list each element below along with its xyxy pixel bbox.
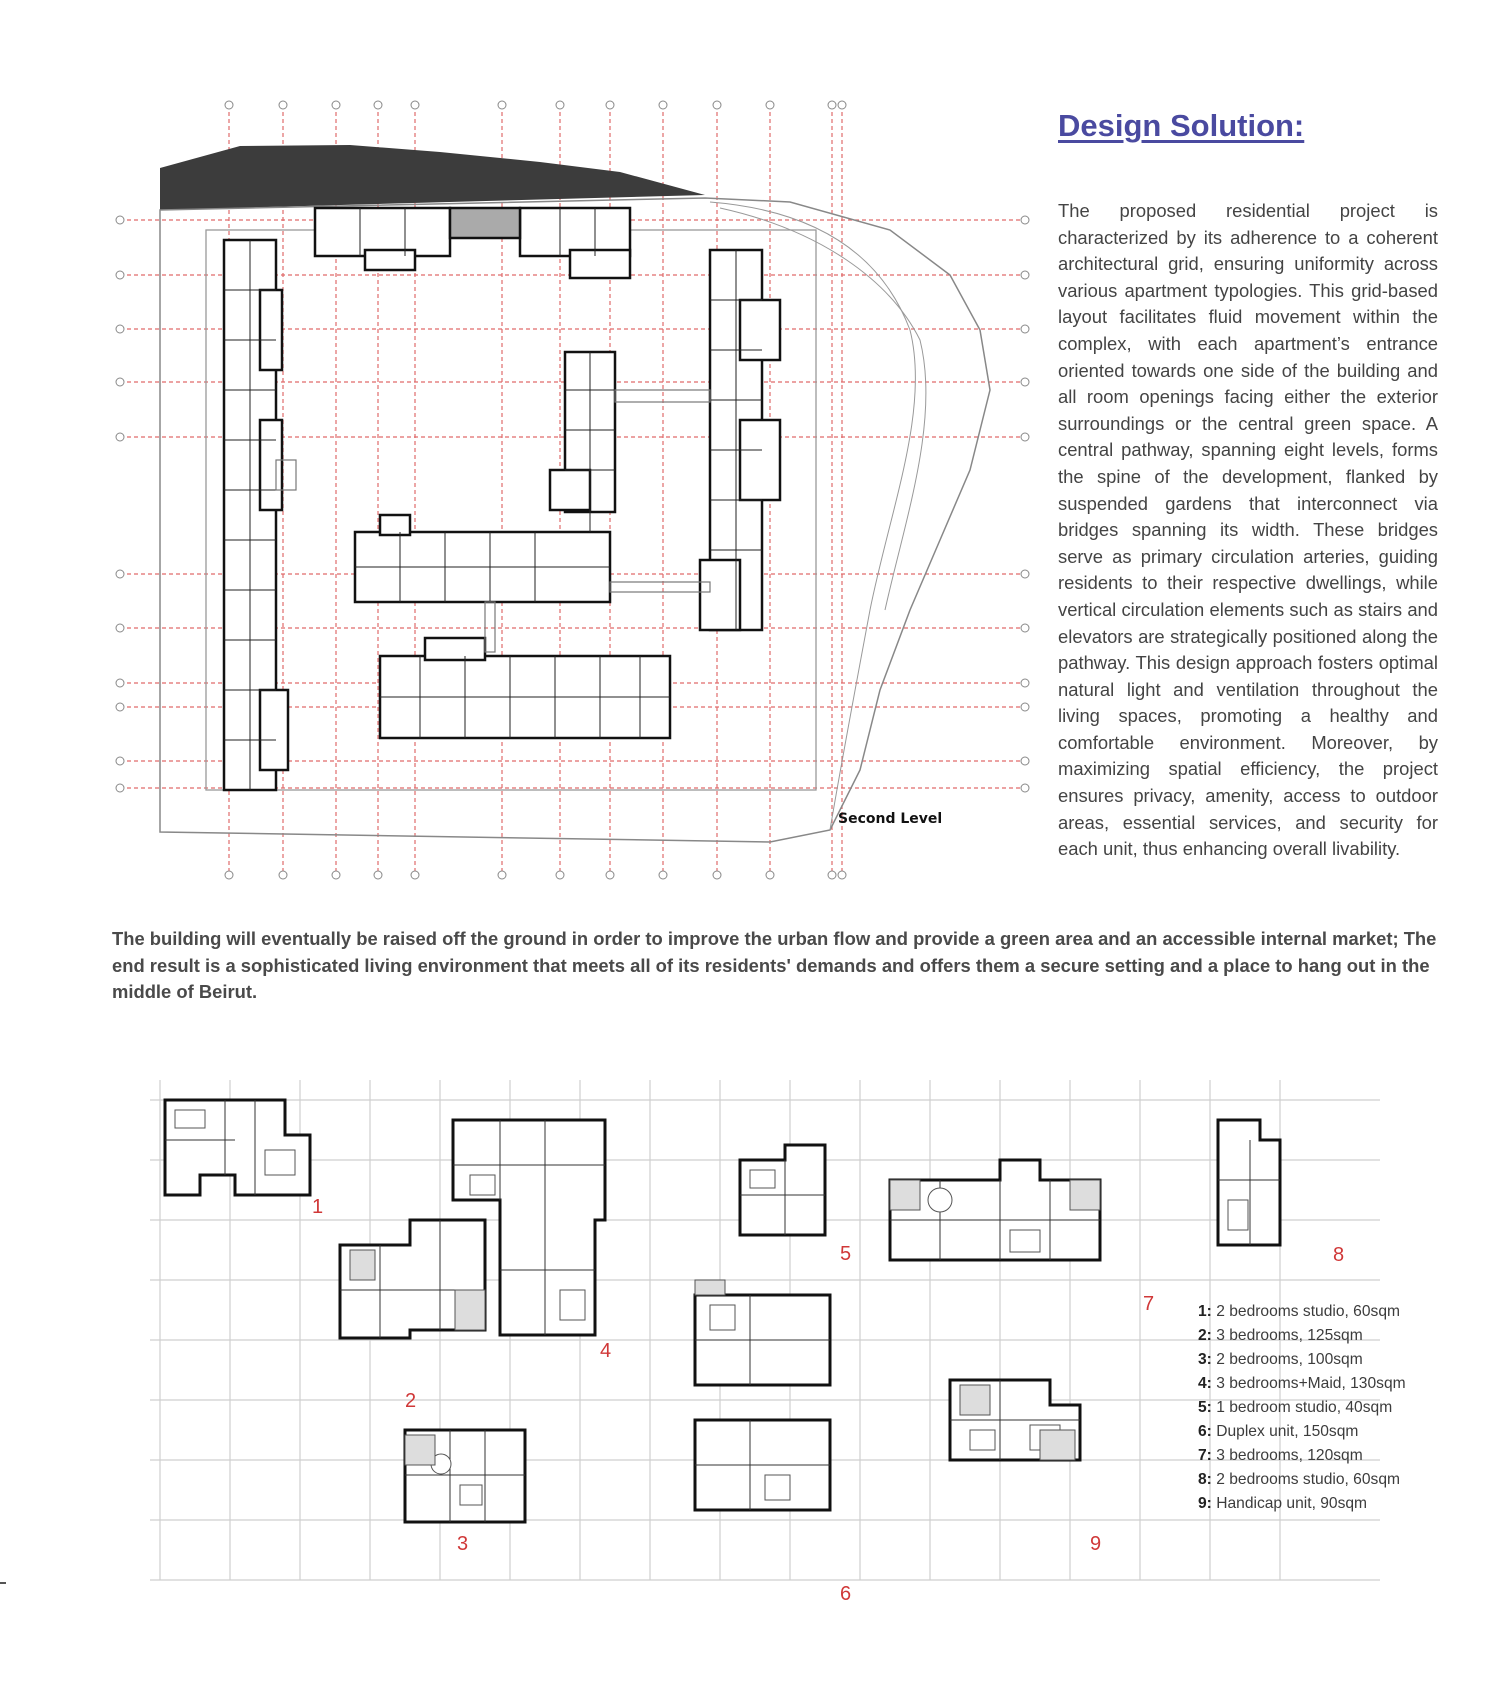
unit-legend bbox=[1198, 1300, 1406, 1516]
legend-item-text: 2 bedrooms studio, 60sqm bbox=[1216, 1303, 1400, 1320]
legend-item-text: 3 bedrooms+Maid, 130sqm bbox=[1216, 1375, 1406, 1392]
circulation-bridges bbox=[276, 390, 710, 652]
unit-number-1: 1 bbox=[312, 1196, 324, 1218]
design-description: The proposed residential project is characterized by its adherence to a coherent architectural grid, ensuring uniformity across various apartment typologies. This grid-based layout facilitates fluid movement within the complex, with each apartment’s entrance oriented towards one side of the building and all room openings facing either the exterior surroundings or the central green space. A central pathway, spanning eight levels, forms the spine of the development, flanked by suspended gardens that interconnect via bridges spanning its width. These bridges serve as primary circulation arteries, guiding residents to their respective dwellings, while vertical circulation elements such as stairs and elevators are strategically positioned along the pathway. This design approach fosters optimal natural light and ventilation throughout the living spaces, promoting a healthy and comfortable environment. Moreover, by maximizing spatial efficiency, the project ensures privacy, amenity, access to outdoor areas, essential services, and security for each unit, thus enhancing overall livability. bbox=[1058, 200, 1438, 860]
legend-item-number: 9: bbox=[1198, 1495, 1212, 1512]
legend-item-text: 2 bedrooms, 100sqm bbox=[1216, 1351, 1363, 1368]
legend-item bbox=[1198, 1324, 1406, 1348]
legend-item-text: Duplex unit, 150sqm bbox=[1216, 1423, 1359, 1440]
unit-8-outline bbox=[1218, 1120, 1280, 1245]
legend-item-number: 4: bbox=[1198, 1375, 1212, 1392]
legend-item bbox=[1198, 1444, 1406, 1468]
legend-item-text: 1 bedroom studio, 40sqm bbox=[1216, 1399, 1393, 1416]
legend-item-number: 3: bbox=[1198, 1351, 1212, 1368]
legend-item-number: 7: bbox=[1198, 1447, 1212, 1464]
unit-number-3: 3 bbox=[457, 1533, 469, 1555]
legend-item-text: 3 bedrooms, 120sqm bbox=[1216, 1447, 1363, 1464]
legend-item bbox=[1198, 1492, 1406, 1516]
unit-5-outline bbox=[740, 1145, 825, 1235]
legend-item bbox=[1198, 1372, 1406, 1396]
unit-number-2: 2 bbox=[405, 1390, 417, 1412]
plan-level-label: Second Level bbox=[838, 811, 943, 827]
page-edge-mark bbox=[0, 1582, 6, 1584]
unit-number-6: 6 bbox=[840, 1583, 852, 1605]
unit-number-7: 7 bbox=[1143, 1293, 1155, 1315]
legend-item-text: 3 bedrooms, 125sqm bbox=[1216, 1327, 1363, 1344]
unit-number-4: 4 bbox=[600, 1340, 612, 1362]
unit-number-9: 9 bbox=[1090, 1533, 1102, 1555]
unit-number-8: 8 bbox=[1333, 1244, 1345, 1266]
legend-item bbox=[1198, 1420, 1406, 1444]
legend-item-text: Handicap unit, 90sqm bbox=[1216, 1495, 1368, 1512]
unit-7-outline bbox=[890, 1160, 1100, 1260]
legend-item-number: 1: bbox=[1198, 1303, 1212, 1320]
summary-paragraph: The building will eventually be raised off the ground in order to improve the urban flow and provide a green area and an accessible internal market; The end result is a sophisticated living environment that meets all of its residents' demands and offers them a secure setting and a place to hang out in the middle of Beirut. bbox=[112, 928, 1437, 1002]
legend-item-number: 6: bbox=[1198, 1423, 1212, 1440]
legend-item-number: 5: bbox=[1198, 1399, 1212, 1416]
legend-item-text: 2 bedrooms studio, 60sqm bbox=[1216, 1471, 1400, 1488]
legend-item bbox=[1198, 1300, 1406, 1324]
second-level-floor-plan bbox=[110, 90, 1040, 890]
legend-item bbox=[1198, 1348, 1406, 1372]
legend-item-number: 2: bbox=[1198, 1327, 1212, 1344]
unit-number-5: 5 bbox=[840, 1243, 852, 1265]
legend-item bbox=[1198, 1468, 1406, 1492]
section-title: Design Solution: bbox=[1058, 108, 1305, 143]
legend-item-number: 8: bbox=[1198, 1471, 1212, 1488]
legend-item bbox=[1198, 1396, 1406, 1420]
